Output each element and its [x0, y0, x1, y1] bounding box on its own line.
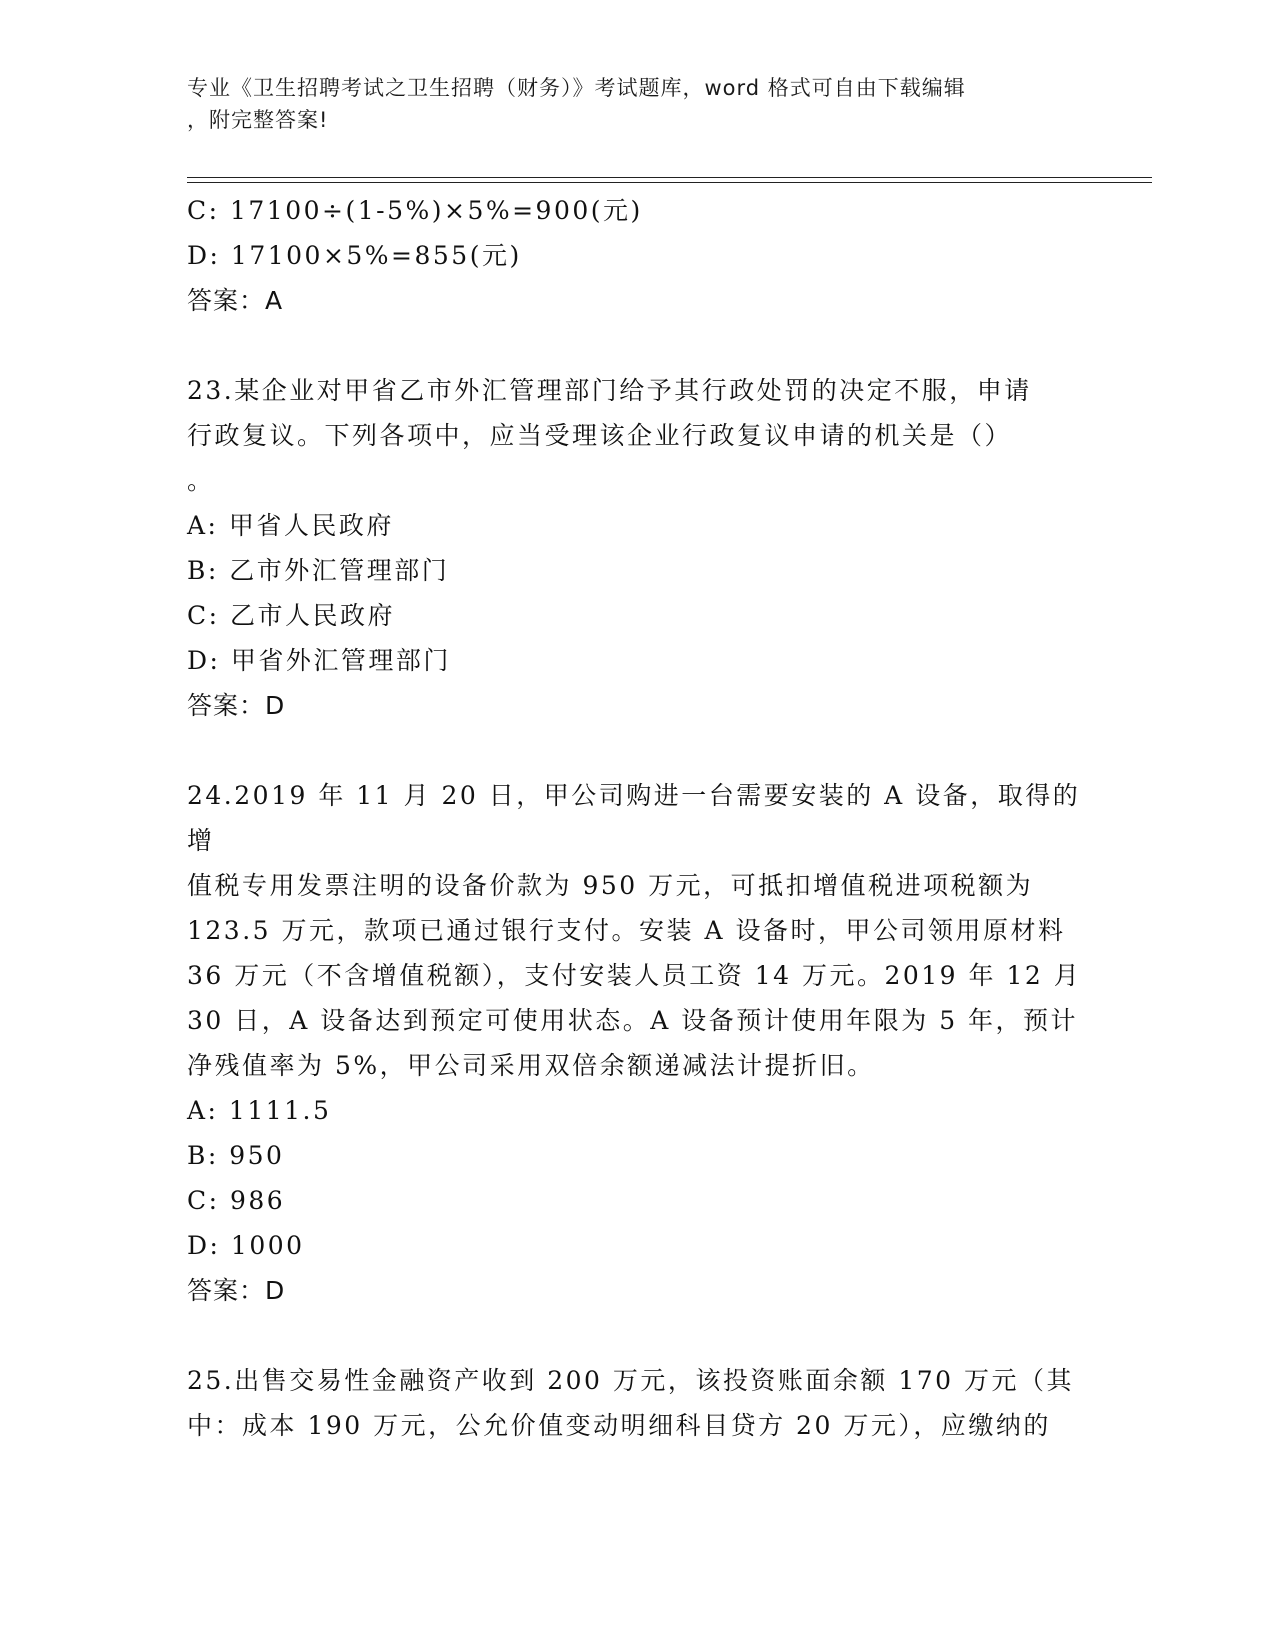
option-a: A: 甲省人民政府 — [187, 511, 394, 540]
question-line: 123.5 万元，款项已通过银行支付。安装 A 设备时，甲公司领用原材料 — [187, 916, 1066, 945]
question-25 — [187, 1358, 1087, 1448]
option-d: D: 甲省外汇管理部门 — [187, 646, 451, 675]
spacer — [187, 323, 1087, 368]
header-line-1: 专业《卫生招聘考试之卫生招聘（财务）》考试题库，word 格式可自由下载编辑 — [187, 76, 966, 100]
question-text — [187, 773, 1087, 1088]
question-line: 30 日，A 设备达到预定可使用状态。A 设备预计使用年限为 5 年，预计 — [187, 1006, 1079, 1035]
option-d: D: 1000 — [187, 1231, 305, 1260]
document-header — [187, 72, 1087, 136]
option-a: A: 1111.5 — [187, 1096, 332, 1125]
question-text — [187, 368, 1087, 503]
question-line: 净残值率为 5%，甲公司采用双倍余额递减法计提折旧。 — [187, 1051, 875, 1080]
document-body — [187, 188, 1087, 1448]
answer-label: 答案：D — [187, 1276, 286, 1305]
question-line: 行政复议。下列各项中，应当受理该企业行政复议申请的机关是（） — [187, 421, 1013, 450]
question-line: 24.2019 年 11 月 20 日，甲公司购进一台需要安装的 A 设备，取得的增 — [187, 781, 1081, 855]
question-line: 36 万元（不含增值税额），支付安装人员工资 14 万元。2019 年 12 月 — [187, 961, 1082, 990]
answer-label: 答案：D — [187, 691, 286, 720]
header-rule-bottom — [187, 182, 1152, 183]
spacer — [187, 728, 1087, 773]
question-24 — [187, 773, 1087, 1313]
answer-label: 答案：A — [187, 286, 284, 315]
option-c: C: 17100÷(1-5%)×5%=900(元) — [187, 196, 643, 225]
question-line: 23.某企业对甲省乙市外汇管理部门给予其行政处罚的决定不服，申请 — [187, 376, 1032, 405]
spacer — [187, 1313, 1087, 1358]
question-line: 25.出售交易性金融资产收到 200 万元，该投资账面余额 170 万元（其 — [187, 1366, 1074, 1395]
question-line: 值税专用发票注明的设备价款为 950 万元，可抵扣增值税进项税额为 — [187, 871, 1034, 900]
question-line: 中：成本 190 万元，公允价值变动明细科目贷方 20 万元），应缴纳的 — [187, 1411, 1051, 1440]
question-23 — [187, 368, 1087, 728]
option-c: C: 乙市人民政府 — [187, 601, 395, 630]
header-rule-top — [187, 177, 1152, 178]
option-d: D: 17100×5%=855(元) — [187, 241, 522, 270]
question-22-continuation — [187, 188, 1087, 323]
question-line: 。 — [187, 466, 215, 495]
option-c: C: 986 — [187, 1186, 286, 1215]
option-b: B: 乙市外汇管理部门 — [187, 556, 450, 585]
question-text — [187, 1358, 1087, 1448]
header-line-2: ，附完整答案! — [187, 108, 329, 132]
option-b: B: 950 — [187, 1141, 285, 1170]
